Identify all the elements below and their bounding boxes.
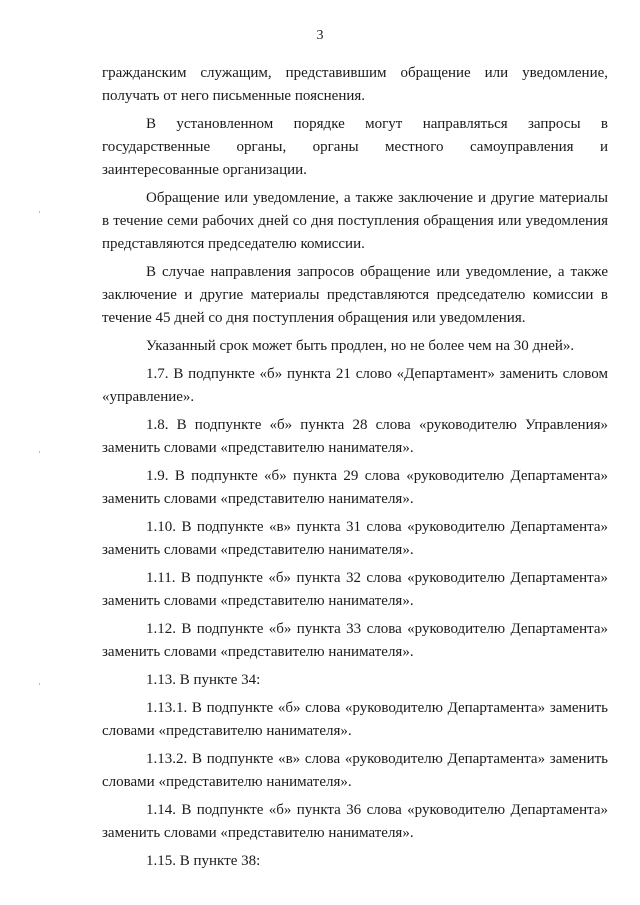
document-body: [102, 62, 608, 873]
paragraph: 1.14. В подпункте «б» пункта 36 слова «руководителю Департамента» заменить словами «представителю нанимателя».: [102, 802, 608, 841]
paragraph: В случае направления запросов обращение или уведомление, а также заключение и другие материалы представляются председателю комиссии в течение 45 дней со дня поступления обращения или уведомления.: [102, 264, 608, 326]
paragraph: 1.15. В пункте 38:: [146, 853, 261, 869]
paragraph: 1.13. В пункте 34:: [146, 672, 261, 688]
paragraph: 1.11. В подпункте «б» пункта 32 слова «руководителю Департамента» заменить словами «представителю нанимателя».: [102, 570, 608, 609]
paragraph: 1.8. В подпункте «б» пункта 28 слова «руководителю Управления» заменить словами «представителю нанимателя».: [102, 417, 608, 456]
page-number: 3: [316, 28, 324, 43]
paragraph: Обращение или уведомление, а также заключение и другие материалы в течение семи рабочих дней со дня поступления обращения или уведомления представляются председателю комиссии.: [102, 190, 608, 252]
paragraph: 1.13.1. В подпункте «б» слова «руководителю Департамента» заменить словами «представителю нанимателя».: [102, 700, 608, 739]
paragraph: 1.7. В подпункте «б» пункта 21 слово «Департамент» заменить словом «управление».: [102, 366, 608, 405]
scan-speck: ·: [38, 680, 41, 690]
paragraph: В установленном порядке могут направляться запросы в государственные органы, органы местного самоуправления и заинтересованные организации.: [102, 116, 608, 178]
paragraph: гражданским служащим, представившим обращение или уведомление, получать от него письменные пояснения.: [102, 65, 608, 104]
paragraph: 1.9. В подпункте «б» пункта 29 слова «руководителю Департамента» заменить словами «представителю нанимателя».: [102, 468, 608, 507]
paragraph: 1.12. В подпункте «б» пункта 33 слова «руководителю Департамента» заменить словами «представителю нанимателя».: [102, 621, 608, 660]
scan-speck: ·: [38, 448, 41, 458]
paragraph: 1.13.2. В подпункте «в» слова «руководителю Департамента» заменить словами «представителю нанимателя».: [102, 751, 608, 790]
paragraph: Указанный срок может быть продлен, но не более чем на 30 дней».: [146, 338, 575, 354]
paragraph: 1.10. В подпункте «в» пункта 31 слова «руководителю Департамента» заменить словами «представителю нанимателя».: [102, 519, 608, 558]
scan-speck: ·: [38, 208, 41, 218]
